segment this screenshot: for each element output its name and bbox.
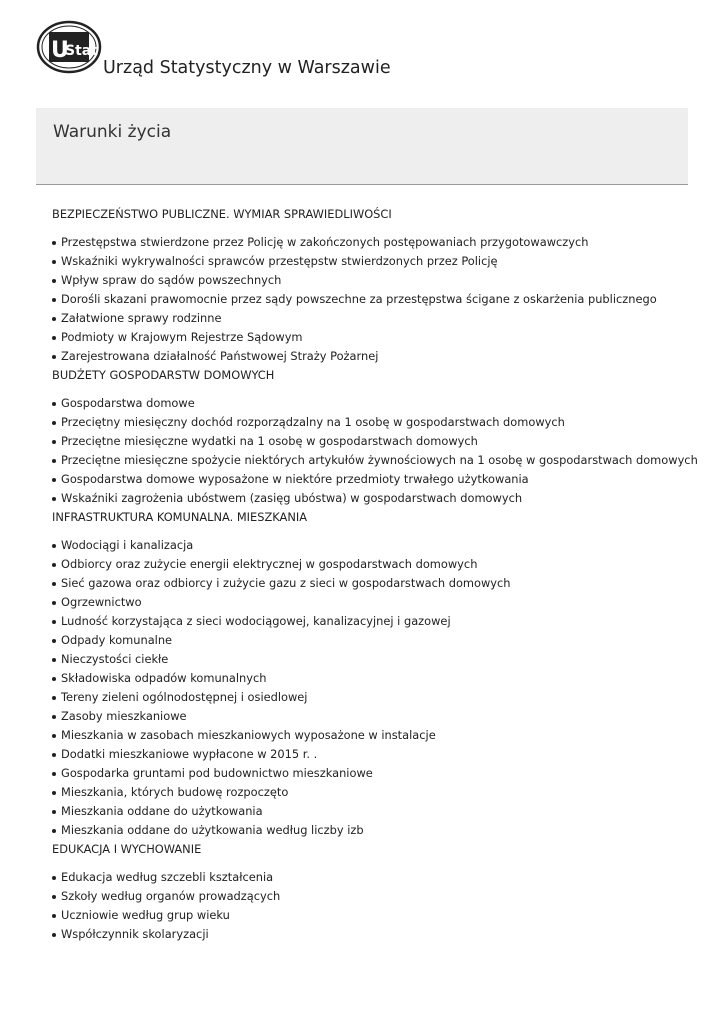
link-list	[52, 394, 702, 508]
list-item[interactable]: Uczniowie według grup wieku	[52, 906, 702, 925]
list-item[interactable]: Gospodarstwa domowe	[52, 394, 702, 413]
content	[52, 205, 702, 944]
list-item[interactable]: Odpady komunalne	[52, 631, 702, 650]
section-title: BEZPIECZEŃSTWO PUBLICZNE. WYMIAR SPRAWIEDLIWOŚCI	[52, 207, 392, 221]
logo-text-tat: Stat	[65, 43, 98, 59]
list-item[interactable]: Odbiorcy oraz zużycie energii elektrycznej w gospodarstwach domowych	[52, 555, 702, 574]
section-title: BUDŻETY GOSPODARSTW DOMOWYCH	[52, 368, 275, 382]
list-item[interactable]: Wskaźniki zagrożenia ubóstwem (zasięg ubóstwa) w gospodarstwach domowych	[52, 489, 702, 508]
list-item[interactable]: Wpływ spraw do sądów powszechnych	[52, 271, 702, 290]
list-item[interactable]: Dorośli skazani prawomocnie przez sądy powszechne za przestępstwa ścigane z oskarżenia publicznego	[52, 290, 702, 309]
section-budzety	[52, 366, 702, 508]
list-item[interactable]: Przestępstwa stwierdzone przez Policję w zakończonych postępowaniach przygotowawczych	[52, 233, 702, 252]
page-title: Warunki życia	[53, 122, 172, 142]
list-item[interactable]: Dodatki mieszkaniowe wypłacone w 2015 r. .	[52, 745, 702, 764]
list-item[interactable]: Gospodarka gruntami pod budownictwo mieszkaniowe	[52, 764, 702, 783]
list-item[interactable]: Zasoby mieszkaniowe	[52, 707, 702, 726]
list-item[interactable]: Mieszkania w zasobach mieszkaniowych wyposażone w instalacje	[52, 726, 702, 745]
list-item[interactable]: Przeciętne miesięczne spożycie niektórych artykułów żywnościowych na 1 osobę w gospodarstwach domowych	[52, 451, 702, 470]
section-title: INFRASTRUKTURA KOMUNALNA. MIESZKANIA	[52, 510, 308, 524]
list-item[interactable]: Przeciętny miesięczny dochód rozporządzalny na 1 osobę w gospodarstwach domowych	[52, 413, 702, 432]
list-item[interactable]: Ogrzewnictwo	[52, 593, 702, 612]
organization-name: Urząd Statystyczny w Warszawie	[103, 58, 391, 78]
section-infrastruktura	[52, 508, 702, 840]
section-bezpieczenstwo	[52, 205, 702, 366]
section-title: EDUKACJA I WYCHOWANIE	[52, 842, 202, 856]
link-list	[52, 233, 702, 366]
list-item[interactable]: Ludność korzystająca z sieci wodociągowej, kanalizacyjnej i gazowej	[52, 612, 702, 631]
list-item[interactable]: Edukacja według szczebli kształcenia	[52, 868, 702, 887]
list-item[interactable]: Szkoły według organów prowadzących	[52, 887, 702, 906]
list-item[interactable]: Współczynnik skolaryzacji	[52, 925, 702, 944]
logo-text-us: U	[51, 38, 69, 63]
list-item[interactable]: Gospodarstwa domowe wyposażone w niektóre przedmioty trwałego użytkowania	[52, 470, 702, 489]
link-list	[52, 536, 702, 840]
list-item[interactable]: Mieszkania, których budowę rozpoczęto	[52, 783, 702, 802]
list-item[interactable]: Podmioty w Krajowym Rejestrze Sądowym	[52, 328, 702, 347]
list-item[interactable]: Wodociągi i kanalizacja	[52, 536, 702, 555]
list-item[interactable]: Zarejestrowana działalność Państwowej Straży Pożarnej	[52, 347, 702, 366]
header	[36, 20, 696, 80]
list-item[interactable]: Tereny zieleni ogólnodostępnej i osiedlowej	[52, 688, 702, 707]
list-item[interactable]: Mieszkania oddane do użytkowania według liczby izb	[52, 821, 702, 840]
list-item[interactable]: Nieczystości ciekłe	[52, 650, 702, 669]
list-item[interactable]: Wskaźniki wykrywalności sprawców przestępstw stwierdzonych przez Policję	[52, 252, 702, 271]
link-list	[52, 868, 702, 944]
ustat-logo[interactable]	[36, 20, 102, 74]
list-item[interactable]: Sieć gazowa oraz odbiorcy i zużycie gazu z sieci w gospodarstwach domowych	[52, 574, 702, 593]
list-item[interactable]: Składowiska odpadów komunalnych	[52, 669, 702, 688]
section-edukacja	[52, 840, 702, 944]
list-item[interactable]: Mieszkania oddane do użytkowania	[52, 802, 702, 821]
list-item[interactable]: Załatwione sprawy rodzinne	[52, 309, 702, 328]
page-title-bar	[36, 108, 688, 185]
list-item[interactable]: Przeciętne miesięczne wydatki na 1 osobę w gospodarstwach domowych	[52, 432, 702, 451]
